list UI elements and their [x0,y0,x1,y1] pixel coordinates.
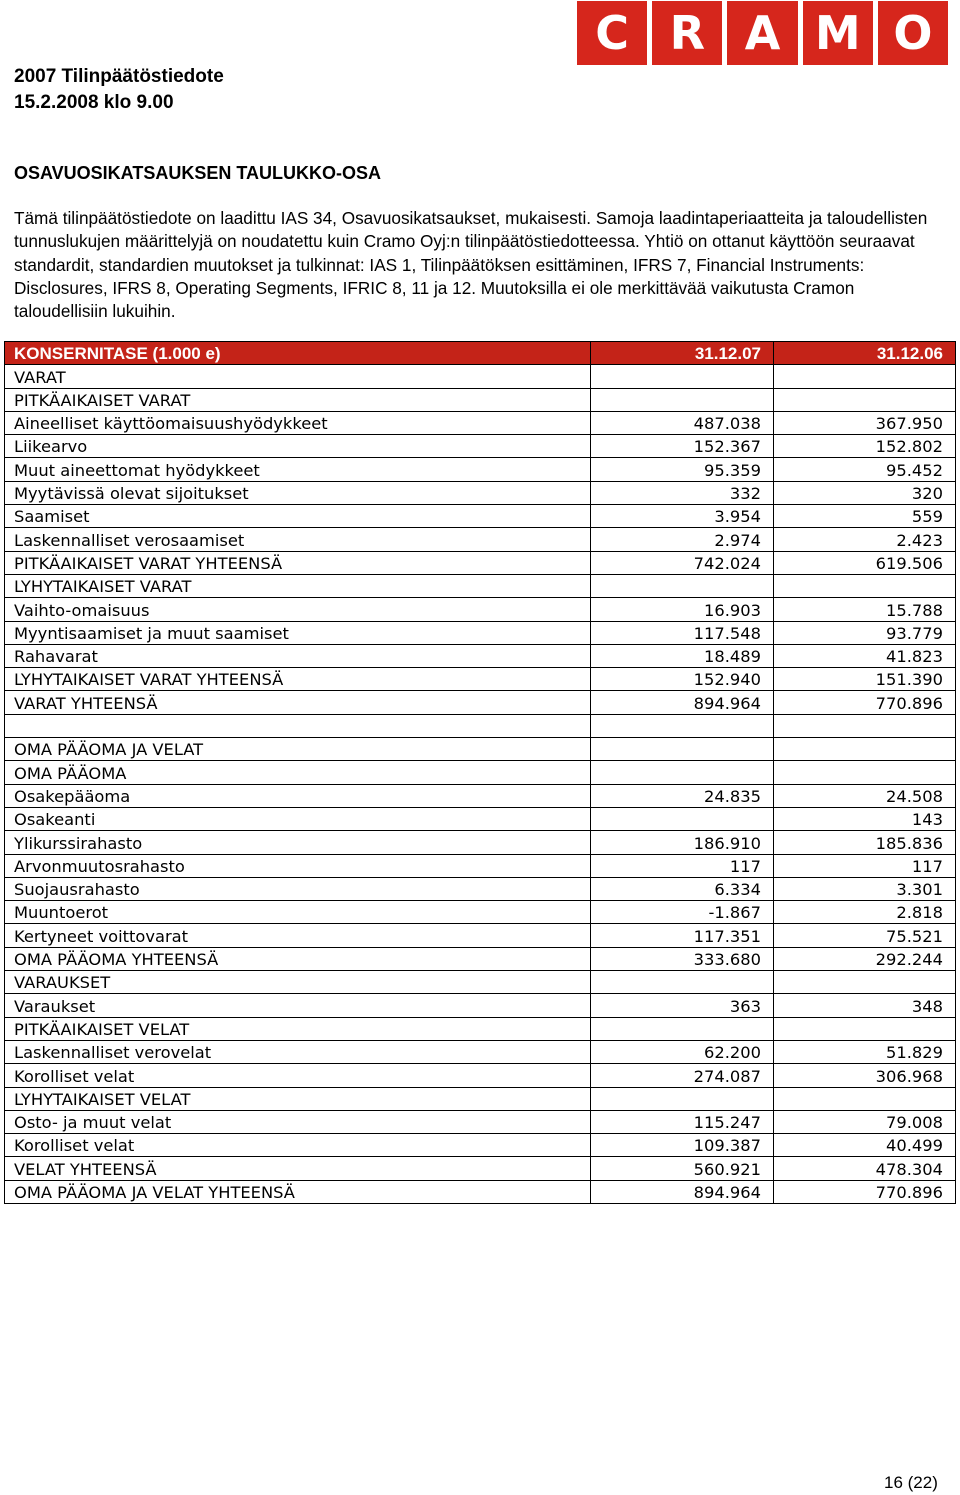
value-2007: 487.038 [591,411,774,434]
value-2006: 320 [774,481,956,504]
row-label: Muuntoerot [5,901,591,924]
value-2007: 152.940 [591,668,774,691]
value-2006: 51.829 [774,1040,956,1063]
value-2006: 559 [774,505,956,528]
row-label: Liikearvo [5,435,591,458]
logo-letter: A [727,1,797,65]
row-label: Laskennalliset verosaamiset [5,528,591,551]
value-2007: 333.680 [591,947,774,970]
table-row [5,1157,956,1180]
table-row [5,1134,956,1157]
value-2006 [774,714,956,737]
value-2007 [591,738,774,761]
table-row [5,994,956,1017]
table-header-title: KONSERNITASE (1.000 e) [5,342,591,365]
value-2007 [591,714,774,737]
row-label: Kertyneet voittovarat [5,924,591,947]
value-2007: 117 [591,854,774,877]
logo-letter: M [803,1,873,65]
row-label: Osto- ja muut velat [5,1110,591,1133]
value-2007: 3.954 [591,505,774,528]
table-row [5,784,956,807]
table-row [5,1064,956,1087]
logo-letter: R [652,1,722,65]
value-2006 [774,971,956,994]
table-header-2007: 31.12.07 [591,342,774,365]
value-2006 [774,365,956,388]
value-2006: 770.896 [774,1180,956,1203]
value-2007 [591,761,774,784]
value-2006: 93.779 [774,621,956,644]
row-label: Vaihto-omaisuus [5,598,591,621]
value-2006 [774,1017,956,1040]
row-label: PITKÄAIKAISET VARAT [5,388,591,411]
value-2007 [591,807,774,830]
table-row [5,505,956,528]
value-2007: 560.921 [591,1157,774,1180]
table-row [5,574,956,597]
table-row [5,481,956,504]
value-2006: 367.950 [774,411,956,434]
value-2007 [591,971,774,994]
value-2006: 95.452 [774,458,956,481]
row-label: VARAUKSET [5,971,591,994]
row-label: Osakeanti [5,807,591,830]
value-2007: 742.024 [591,551,774,574]
value-2006: 79.008 [774,1110,956,1133]
value-2007 [591,365,774,388]
row-label [5,714,591,737]
table-row [5,411,956,434]
table-row [5,761,956,784]
value-2007: 109.387 [591,1134,774,1157]
table-row [5,551,956,574]
value-2006: 770.896 [774,691,956,714]
table-row [5,1040,956,1063]
row-label: Suojausrahasto [5,877,591,900]
balance-sheet-table [4,341,956,1204]
value-2007 [591,388,774,411]
value-2007: 117.548 [591,621,774,644]
value-2007: 115.247 [591,1110,774,1133]
row-label: Myytävissä olevat sijoitukset [5,481,591,504]
report-title: 2007 Tilinpäätöstiedote [14,66,224,87]
value-2006 [774,761,956,784]
row-label: OMA PÄÄOMA JA VELAT [5,738,591,761]
row-label: Aineelliset käyttöomaisuushyödykkeet [5,411,591,434]
table-row [5,1087,956,1110]
value-2007: 2.974 [591,528,774,551]
table-row [5,854,956,877]
table-row [5,621,956,644]
row-label: OMA PÄÄOMA [5,761,591,784]
table-row [5,1180,956,1203]
table-row [5,738,956,761]
value-2006 [774,1087,956,1110]
row-label: PITKÄAIKAISET VELAT [5,1017,591,1040]
table-row [5,668,956,691]
value-2006: 75.521 [774,924,956,947]
intro-text [14,207,949,323]
value-2006: 40.499 [774,1134,956,1157]
row-label: VARAT [5,365,591,388]
row-label: Korolliset velat [5,1134,591,1157]
table-row [5,807,956,830]
value-2007: 18.489 [591,644,774,667]
row-label: LYHYTAIKAISET VARAT YHTEENSÄ [5,668,591,691]
table-row [5,528,956,551]
row-label: VARAT YHTEENSÄ [5,691,591,714]
row-label: Laskennalliset verovelat [5,1040,591,1063]
row-label: LYHYTAIKAISET VARAT [5,574,591,597]
table-row [5,901,956,924]
value-2007 [591,574,774,597]
value-2006: 478.304 [774,1157,956,1180]
value-2007: 62.200 [591,1040,774,1063]
value-2007: 894.964 [591,691,774,714]
table-row [5,388,956,411]
value-2006: 185.836 [774,831,956,854]
value-2007: 894.964 [591,1180,774,1203]
table-header-row [5,342,956,365]
row-label: VELAT YHTEENSÄ [5,1157,591,1180]
value-2006: 151.390 [774,668,956,691]
row-label: PITKÄAIKAISET VARAT YHTEENSÄ [5,551,591,574]
value-2006: 24.508 [774,784,956,807]
value-2007: 363 [591,994,774,1017]
value-2006 [774,388,956,411]
value-2006 [774,738,956,761]
row-label: Osakepääoma [5,784,591,807]
value-2006: 2.818 [774,901,956,924]
table-row [5,947,956,970]
value-2007: -1.867 [591,901,774,924]
table-row [5,714,956,737]
value-2006: 117 [774,854,956,877]
value-2006: 3.301 [774,877,956,900]
row-label: Rahavarat [5,644,591,667]
value-2006: 152.802 [774,435,956,458]
value-2006 [774,574,956,597]
row-label: Ylikurssirahasto [5,831,591,854]
report-date: 15.2.2008 klo 9.00 [14,92,174,113]
row-label: Varaukset [5,994,591,1017]
logo-letter: O [878,1,948,65]
table-row [5,971,956,994]
table-row [5,598,956,621]
table-row [5,691,956,714]
value-2007 [591,1017,774,1040]
intro-sentence-2: Yhtiö on ottanut käyttöön seuraavat standardit, standardien muutokset ja tulkinnat: IAS 1, Tilinpäätöksen esittäminen, IFRS 7, Financial Instruments: Disclosures, IFRS 8, Operating Segments, IFRIC 8, 11 ja 12. Muutoksilla ei ole merkittävää vaikutusta Cramon taloudellisiin lukuihin. [14,231,915,322]
table-row [5,831,956,854]
value-2006: 15.788 [774,598,956,621]
value-2007: 332 [591,481,774,504]
section-title: OSAVUOSIKATSAUKSEN TAULUKKO-OSA [14,163,382,183]
table-row [5,458,956,481]
row-label: Muut aineettomat hyödykkeet [5,458,591,481]
value-2007: 274.087 [591,1064,774,1087]
table-row [5,877,956,900]
row-label: Myyntisaamiset ja muut saamiset [5,621,591,644]
table-row [5,365,956,388]
table-row [5,924,956,947]
cramo-logo [577,1,948,65]
table-row [5,1017,956,1040]
value-2007 [591,1087,774,1110]
table-row [5,644,956,667]
value-2007: 152.367 [591,435,774,458]
value-2007: 6.334 [591,877,774,900]
table-row [5,435,956,458]
value-2006: 41.823 [774,644,956,667]
value-2007: 186.910 [591,831,774,854]
logo-letter: C [577,1,647,65]
row-label: LYHYTAIKAISET VELAT [5,1087,591,1110]
value-2006: 143 [774,807,956,830]
value-2007: 24.835 [591,784,774,807]
value-2006: 2.423 [774,528,956,551]
value-2007: 95.359 [591,458,774,481]
value-2007: 16.903 [591,598,774,621]
intro-sentence-1: Tämä tilinpäätöstiedote on laadittu IAS 34, Osavuosikatsaukset, mukaisesti. Samoja laadintaperiaatteita ja taloudellisten tunnuslukujen määrittelyjä on noudatettu kuin Cramo Oyj:n tilinpäätöstiedotteessa. [14,208,928,252]
page-number: 16 (22) [884,1473,938,1492]
row-label: OMA PÄÄOMA JA VELAT YHTEENSÄ [5,1180,591,1203]
table-row [5,1110,956,1133]
row-label: Korolliset velat [5,1064,591,1087]
value-2006: 348 [774,994,956,1017]
value-2006: 619.506 [774,551,956,574]
row-label: Saamiset [5,505,591,528]
value-2007: 117.351 [591,924,774,947]
table-header-2006: 31.12.06 [774,342,956,365]
row-label: Arvonmuutosrahasto [5,854,591,877]
row-label: OMA PÄÄOMA YHTEENSÄ [5,947,591,970]
value-2006: 306.968 [774,1064,956,1087]
value-2006: 292.244 [774,947,956,970]
